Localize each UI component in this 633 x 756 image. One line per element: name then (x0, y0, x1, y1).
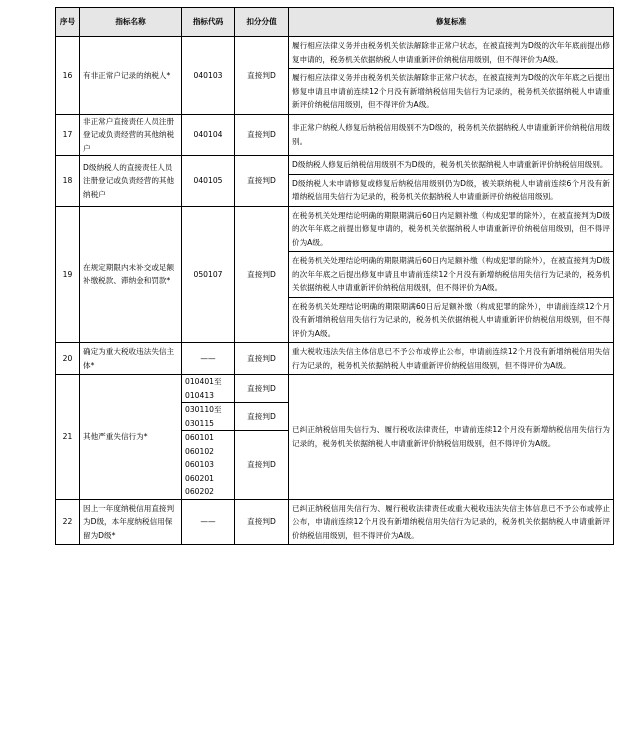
col-header-deduct: 扣分分值 (235, 8, 289, 37)
table-row (56, 156, 614, 175)
table-row (56, 499, 614, 545)
row-code-group (182, 375, 235, 403)
code-line: 030115 (185, 418, 214, 428)
row-deduct: 直接判D (235, 403, 289, 431)
row-code-group (182, 431, 235, 500)
table-row (56, 206, 614, 252)
table-row (56, 37, 614, 69)
col-header-name: 指标名称 (80, 8, 182, 37)
row-standard: 在税务机关处理结论明确的期限期满后60日内足额补缴（构成犯罪的除外），在被直接判为D级的次年年底之前提出修复申请的，税务机关依据纳税人申请重新评价纳税信用级别，但不得评价为A级。 (289, 206, 614, 252)
row-name: 在规定期限内未补交或足额补缴税款、滞纳金和罚款* (80, 206, 182, 343)
table-row (56, 114, 614, 156)
row-deduct: 直接判D (235, 37, 289, 115)
col-header-code: 指标代码 (182, 8, 235, 37)
row-code: 040104 (182, 114, 235, 156)
row-no: 16 (56, 37, 80, 115)
row-standard: D级纳税人修复后纳税信用级别不为D级的，税务机关依据纳税人申请重新评价纳税信用级别。 (289, 156, 614, 175)
credit-repair-table (55, 7, 614, 545)
row-no: 18 (56, 156, 80, 207)
row-no: 21 (56, 375, 80, 500)
row-deduct: 直接判D (235, 343, 289, 375)
row-name: 非正常户直接责任人员注册登记或负责经营的其他纳税户 (80, 114, 182, 156)
row-code: —— (182, 499, 235, 545)
row-deduct: 直接判D (235, 499, 289, 545)
row-deduct: 直接判D (235, 206, 289, 343)
row-standard: 在税务机关处理结论明确的期限期满后60日内足额补缴（构成犯罪的除外），在被直接判为D级的次年年底之后提出修复申请且申请前连续12个月没有新增纳税信用失信行为记录的，税务机关依据纳税人申请重新评价纳税信用级别，但不得评价为A级。 (289, 252, 614, 298)
code-line: 060102 (185, 446, 214, 456)
row-code: 040105 (182, 156, 235, 207)
row-code: 040103 (182, 37, 235, 115)
row-no: 20 (56, 343, 80, 375)
row-standard: 非正常户纳税人修复后纳税信用级别不为D级的，税务机关依据纳税人申请重新评价纳税信用级别。 (289, 114, 614, 156)
row-name: D级纳税人的直接责任人员注册登记或负责经营的其他纳税户 (80, 156, 182, 207)
row-code: —— (182, 343, 235, 375)
row-name: 确定为重大税收违法失信主体* (80, 343, 182, 375)
code-line: 030110至 (185, 405, 222, 414)
row-standard: 在税务机关处理结论明确的期限期满60日后足额补缴（构成犯罪的除外），申请前连续12个月没有新增纳税信用失信行为记录的，税务机关依据纳税人申请重新评价纳税信用级别，但不得评价为A级。 (289, 297, 614, 343)
row-deduct: 直接判D (235, 156, 289, 207)
code-line: 060201 (185, 473, 214, 483)
row-no: 17 (56, 114, 80, 156)
col-header-seq: 序号 (56, 8, 80, 37)
row-name: 其他严重失信行为* (80, 375, 182, 500)
row-name: 因上一年度纳税信用直接判为D级，本年度纳税信用保留为D级* (80, 499, 182, 545)
row-standard: 已纠正纳税信用失信行为、履行税收法律责任或重大税收违法失信主体信息已不予公布或停止公布，申请前连续12个月没有新增纳税信用失信行为记录的，税务机关依据纳税人申请重新评价纳税信用级别，但不得评价为A级。 (289, 499, 614, 545)
row-code: 050107 (182, 206, 235, 343)
row-standard: 已纠正纳税信用失信行为、履行税收法律责任，申请前连续12个月没有新增纳税信用失信行为记录的，税务机关依据纳税人申请重新评价纳税信用级别，但不得评价为A级。 (289, 375, 614, 500)
row-standard: D级纳税人未申请修复或修复后纳税信用级别仍为D级，被关联纳税人申请前连续6个月没有新增纳税信用失信行为记录的，税务机关依据纳税人申请重新评价纳税信用级别。 (289, 174, 614, 206)
row-standard: 履行相应法律义务并由税务机关依法解除非正常户状态，在被直接判为D级的次年年底前提出修复申请的，税务机关依据纳税人申请重新评价纳税信用级别，但不得评价为A级。 (289, 37, 614, 69)
row-code-group (182, 403, 235, 431)
row-no: 19 (56, 206, 80, 343)
row-deduct: 直接判D (235, 431, 289, 500)
col-header-standard: 修复标准 (289, 8, 614, 37)
code-line: 010413 (185, 390, 214, 400)
header-row (56, 8, 614, 37)
code-line: 060202 (185, 487, 214, 496)
code-line: 010401至 (185, 377, 222, 386)
row-deduct: 直接判D (235, 114, 289, 156)
row-deduct: 直接判D (235, 375, 289, 403)
row-name: 有非正常户记录的纳税人* (80, 37, 182, 115)
table-row (56, 375, 614, 403)
table-row (56, 343, 614, 375)
row-standard: 履行相应法律义务并由税务机关依法解除非正常户状态，在被直接判为D级的次年年底之后提出修复申请且申请前连续12个月没有新增纳税信用失信行为记录的，税务机关依据纳税人申请重新评价纳税信用级别，但不得评价为A级。 (289, 69, 614, 115)
row-no: 22 (56, 499, 80, 545)
code-line: 060101 (185, 433, 214, 442)
code-line: 060103 (185, 460, 214, 469)
row-standard: 重大税收违法失信主体信息已不予公布或停止公布，申请前连续12个月没有新增纳税信用失信行为记录的，税务机关依据纳税人申请重新评价纳税信用级别，但不得评价为A级。 (289, 343, 614, 375)
